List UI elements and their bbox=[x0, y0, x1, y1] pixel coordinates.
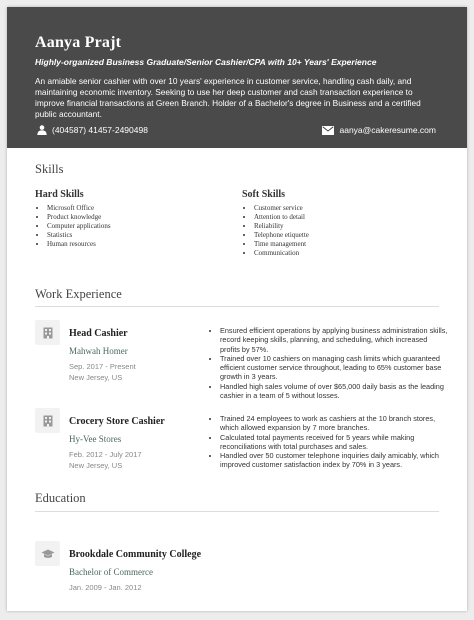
education-entry bbox=[35, 541, 439, 591]
list-item: • Attention to detail bbox=[254, 213, 309, 222]
person-icon bbox=[37, 125, 47, 135]
list-item: • Telephone etiquette bbox=[254, 231, 309, 240]
job-title: Head Cashier bbox=[69, 328, 128, 339]
headline: Highly-organized Business Graduate/Senior Cashier/CPA with 10+ Years' Experience bbox=[35, 57, 377, 67]
job-dates: Sep. 2017 - Present bbox=[69, 362, 136, 371]
resume-page bbox=[7, 7, 467, 611]
education-icon-box bbox=[35, 541, 60, 566]
list-item: • Trained over 10 cashiers on managing cash limits which guaranteed efficient customer service throughout, leading to 65% customer base growth in 3 years. bbox=[220, 354, 448, 382]
job-location: New Jersey, US bbox=[69, 373, 123, 382]
building-icon bbox=[43, 415, 53, 427]
list-item: • Calculated total payments received for 5 years while making reconciliations with total purchases and sales. bbox=[220, 433, 448, 452]
job-bullets bbox=[210, 414, 448, 470]
list-item: • Product knowledge bbox=[47, 213, 111, 222]
soft-skills-list bbox=[242, 204, 309, 259]
candidate-name: Aanya Prajt bbox=[35, 34, 122, 51]
list-item: • Microsoft Office bbox=[47, 204, 111, 213]
email-contact bbox=[322, 125, 436, 135]
job-icon-box bbox=[35, 320, 60, 345]
degree: Bachelor of Commerce bbox=[69, 567, 153, 577]
job-dates: Feb. 2012 - July 2017 bbox=[69, 450, 142, 459]
list-item: • Trained 24 employees to work as cashiers at the 10 branch stores, which allowed expansion by 7 more branches. bbox=[220, 414, 448, 433]
employer: Mahwah Homer bbox=[69, 346, 128, 356]
hard-skills-heading: Hard Skills bbox=[35, 189, 84, 200]
section-divider bbox=[35, 511, 439, 512]
summary: An amiable senior cashier with over 10 years' experience in customer service, handling cash daily, and maintaining economic inventory. Seeking to use her deep customer and cash transaction experience to improve financial transactions at Green Branch. Holder of a Bachelor's degree in Business and a certified public accountant. bbox=[35, 76, 421, 119]
education-section-title: Education bbox=[35, 491, 86, 505]
phone-contact bbox=[37, 125, 148, 135]
email-address[interactable]: aanya@cakeresume.com bbox=[339, 125, 436, 135]
job-title: Crocery Store Cashier bbox=[69, 416, 165, 427]
list-item: • Handled over 50 customer telephone inquiries daily amicably, which improved customer satisfaction index by 70% in 3 years. bbox=[220, 451, 448, 470]
building-icon bbox=[43, 327, 53, 339]
job-meta bbox=[69, 449, 142, 471]
job-icon-box bbox=[35, 408, 60, 433]
employer: Hy-Vee Stores bbox=[69, 434, 122, 444]
job-entry bbox=[35, 320, 448, 401]
education-dates: Jan. 2009 - Jan. 2012 bbox=[69, 583, 142, 592]
work-experience-section-title: Work Experience bbox=[35, 287, 122, 301]
job-entry bbox=[35, 408, 439, 478]
list-item: • Time management bbox=[254, 240, 309, 249]
list-item: • Human resources bbox=[47, 240, 111, 249]
list-item: • Communication bbox=[254, 249, 309, 258]
list-item: • Customer service bbox=[254, 204, 309, 213]
list-item: • Ensured efficient operations by applying business administration skills, record keeping skills, planning, and scheduling, which increased profits by 57%. bbox=[220, 326, 448, 354]
list-item: • Computer applications bbox=[47, 222, 111, 231]
skills-section-title: Skills bbox=[35, 162, 64, 176]
job-meta bbox=[69, 361, 136, 383]
list-item: • Statistics bbox=[47, 231, 111, 240]
soft-skills bbox=[242, 189, 309, 259]
envelope-icon bbox=[322, 126, 334, 135]
hard-skills-list bbox=[35, 204, 111, 249]
resume-header bbox=[7, 7, 467, 148]
list-item: • Reliability bbox=[254, 222, 309, 231]
phone-number[interactable]: (404587) 41457-2490498 bbox=[52, 125, 148, 135]
job-bullets bbox=[210, 326, 448, 400]
list-item: • Handled high sales volume of over $65,000 daily basis as the leading cashier in a team of 5 without losses. bbox=[220, 382, 448, 401]
section-divider bbox=[35, 306, 439, 307]
school-name: Brookdale Community College bbox=[69, 549, 202, 560]
hard-skills bbox=[35, 189, 111, 249]
graduation-cap-icon bbox=[41, 549, 55, 559]
job-location: New Jersey, US bbox=[69, 461, 123, 470]
soft-skills-heading: Soft Skills bbox=[242, 189, 286, 200]
